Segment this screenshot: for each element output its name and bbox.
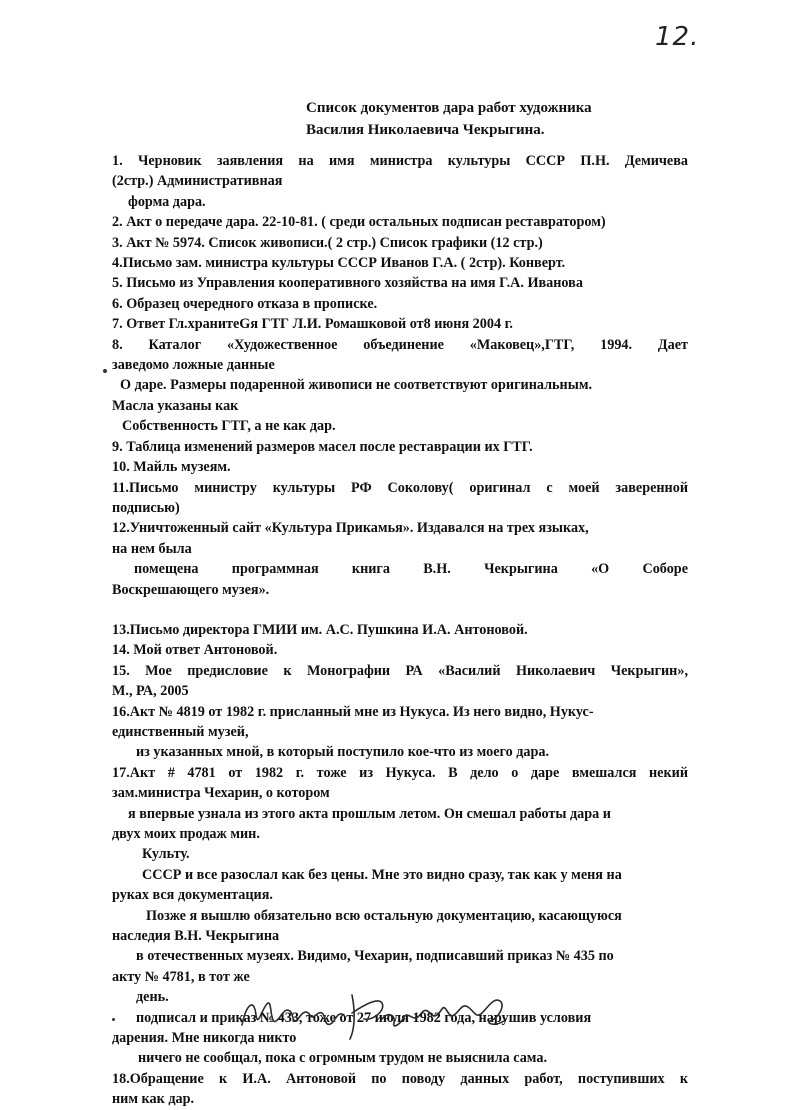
text-line: заведомо ложные данные [112,357,275,374]
text-line: Культу. [142,846,190,863]
text-line: 4.Письмо зам. министра культуры СССР Иванов Г.А. ( 2стр). Конверт. [112,255,566,272]
text-line: 9. Таблица изменений размеров масел после реставрации их ГТГ. [112,438,533,455]
text-line: Масла указаны как [112,397,239,414]
text-line: форма дара. [128,193,206,210]
text-line: 3. Акт № 5974. Список живописи.( 2 стр.) Список графики (12 стр.) [112,234,543,251]
text-line: в отечественных музеях. Видимо, Чехарин, подписавший приказ № 435 по [136,948,614,965]
page-number: 12. [655,22,700,52]
text-line: 6. Образец очередного отказа в прописке. [112,295,378,312]
text-line: 1. Черновик заявления на имя министра культуры СССР П.Н. Демичева [112,153,688,169]
text-line: 17.Акт # 4781 от 1982 г. тоже из Нукуса. В дело о даре вмешался некий [112,764,688,781]
text-line: ним как дар. [112,1091,195,1108]
text-line: Позже я вышлю обязательно всю остальную документацию, касающуюся [146,907,622,924]
text-line: 11.Письмо министру культуры РФ Соколову( оригинал с моей заверенной [112,479,688,496]
text-line: 2. Акт о передаче дара. 22-10-81. ( среди остальных подписан реставратором) [112,214,606,231]
text-line: 14. Мой ответ Антоновой. [112,642,278,659]
text-line: 8. Каталог «Художественное объединение «Маковец»,ГТГ, 1994. Дает [112,336,688,353]
text-line: из указанных мной, в который поступило кое-что из моего дара. [136,744,550,761]
text-line: (2стр.) Административная [112,173,283,190]
text-line: зам.министра Чехарин, о котором [112,785,330,802]
text-line: дарения. Мне никогда никто [112,1030,297,1047]
text-line: подписал и приказ № 433, тоже от 27 июля 1982 года, нарушив условия [136,1009,592,1026]
text-line: 7. Ответ Гл.хранитеGя ГТГ Л.И. Ромашковой от8 июня 2004 г. [112,316,513,333]
text-line: 15. Мое предисловие к Монографии РА «Василий Николаевич Чекрыгин», [112,662,688,679]
text-line: 13.Письмо директора ГМИИ им. А.С. Пушкина И.А. Антоновой. [112,621,528,638]
text-line: О даре. Размеры подаренной живописи не соответствуют оригинальным. [120,377,593,394]
text-line: Собственность ГТГ, а не как дар. [122,418,336,435]
text-line: на нем была [112,540,192,557]
text-line: 16.Акт № 4819 от 1982 г. присланный мне из Нукуса. Из него видно, Нукус- [112,703,594,720]
text-line: день. [136,989,169,1006]
text-line: 10. Майль музеям. [112,459,231,476]
blank-line [112,600,688,620]
text-line: акту № 4781, в тот же [112,968,250,985]
text-line: 12.Уничтоженный сайт «Культура Прикамья». Издавался на трех языках, [112,520,589,537]
text-line: 18.Обращение к И.А. Антоновой по поводу данных работ, поступивших к [112,1070,688,1087]
document-list [112,151,688,1110]
text-line: СССР и все разослал как без цены. Мне это видно сразу, так как у меня на [142,866,622,883]
text-line: помещена программная книга В.Н. Чекрыгина «О Соборе [134,561,688,578]
text-line: 5. Письмо из Управления кооперативного хозяйства на имя Г.А. Иванова [112,275,583,292]
text-line: единственный музей, [112,723,249,740]
text-line: двух моих продаж мин. [112,826,260,842]
text-line: наследия В.Н. Чекрыгина [112,928,280,945]
text-line: руках вся документация. [112,887,273,904]
text-line: М., РА, 2005 [112,683,189,700]
scan-speck [103,369,107,373]
text-line: я впервые узнала из этого акта прошлым летом. Он смешал работы дара и [128,805,611,822]
title-line-2: Василия Николаевича Чекрыгина. [306,122,545,138]
handwritten-signature [232,985,522,1045]
text-line: Воскрешающего музея». [112,581,270,598]
text-line: подписью) [112,499,180,516]
title-line-1: Список документов дара работ художника [306,100,592,116]
scan-speck [112,1018,115,1021]
text-line: ничего не сообщал, пока с огромным трудом не выяснила сама. [138,1050,548,1067]
document-title [306,97,726,141]
